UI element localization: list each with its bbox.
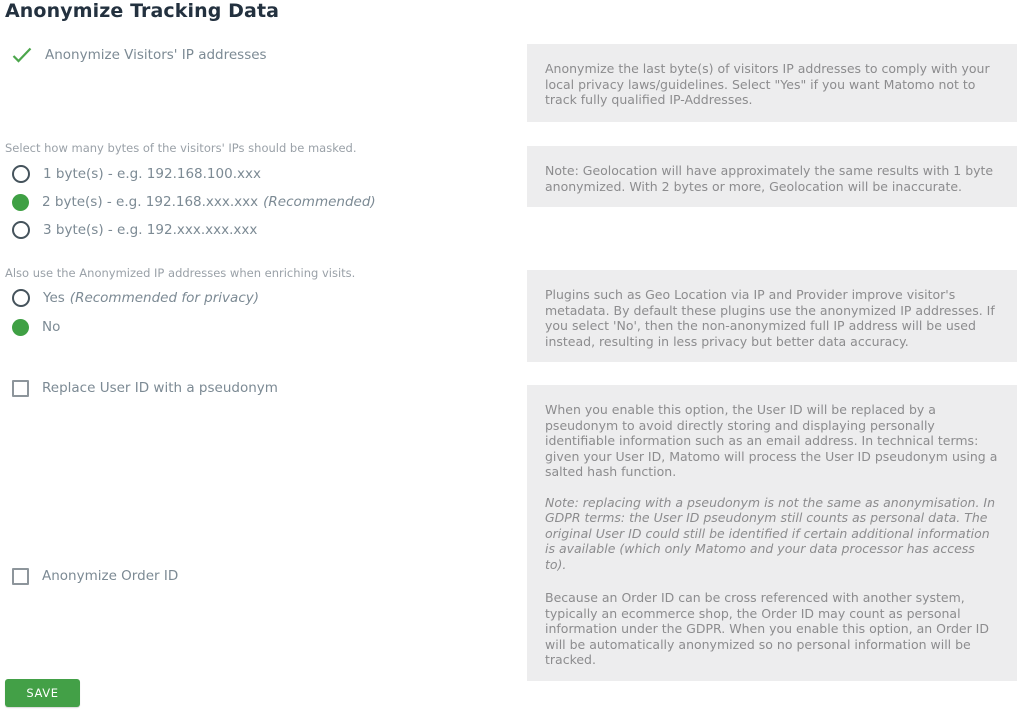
radio-row-2-bytes[interactable] (12, 193, 376, 211)
radio-selected-icon[interactable] (12, 319, 29, 336)
help-text: Plugins such as Geo Location via IP and Provider improve visitor's metadata. By default these plugins use the anonymized IP addresses. If you select 'No', then the non-anonymized full IP address will be used instead, resulting in less privacy but better data accuracy. (545, 287, 995, 349)
radio-label: 2 byte(s) - e.g. 192.168.xxx.xxx (Recommended) (42, 194, 376, 210)
help-note-text: Note: replacing with a pseudonym is not the same as anonymisation. In GDPR terms: the User ID pseudonym still counts as personal data. The original User ID could still be identified if certain additional information is available (which only Matomo and your data processor has access to). (545, 494, 996, 572)
help-text: Because an Order ID can be cross referenced with another system, typically an ecommerce shop, the Order ID may count as personal information under the GDPR. When you enable this option, an Order ID will be automatically anonymized so no personal information will be tracked. (545, 590, 989, 667)
help-box-mask-bytes (527, 146, 1017, 207)
help-box-anonymize-ip (527, 44, 1017, 122)
group-label-mask-bytes: Select how many bytes of the visitors' IPs should be masked. (5, 141, 357, 155)
radio-label: 3 byte(s) - e.g. 192.xxx.xxx.xxx (43, 222, 258, 238)
checkmark-icon (12, 47, 32, 63)
radio-selected-icon[interactable] (12, 194, 29, 211)
checkbox-row-pseudonym[interactable] (12, 379, 278, 397)
group-label-use-anonymized: Also use the Anonymized IP addresses when enriching visits. (5, 266, 356, 280)
save-button[interactable]: SAVE (5, 679, 80, 707)
radio-row-yes[interactable] (12, 289, 259, 307)
radio-note: (Recommended for privacy) (69, 290, 259, 306)
radio-label: Yes (Recommended for privacy) (43, 290, 259, 306)
help-box-pseudonym (527, 385, 1017, 585)
help-box-order-id (527, 573, 1017, 681)
radio-row-1-byte[interactable] (12, 165, 261, 183)
radio-unselected-icon[interactable] (12, 165, 30, 183)
radio-unselected-icon[interactable] (12, 289, 30, 307)
radio-label: No (42, 319, 61, 335)
checkbox-row-anonymize-ip[interactable] (12, 46, 267, 64)
radio-unselected-icon[interactable] (12, 221, 30, 239)
page-title: Anonymize Tracking Data (5, 0, 280, 22)
help-text: When you enable this option, the User ID will be replaced by a pseudonym to avoid directly storing and displaying personally identifiable information such as an email address. In technical terms: given your User ID, Matomo will process the User ID pseudonym using a salted hash function. (545, 402, 998, 479)
help-box-use-anonymized (527, 270, 1017, 362)
checkbox-unchecked-icon[interactable] (12, 380, 29, 397)
radio-row-no[interactable] (12, 318, 60, 336)
checkbox-unchecked-icon[interactable] (12, 568, 29, 585)
checkbox-row-order-id[interactable] (12, 567, 178, 585)
radio-row-3-bytes[interactable] (12, 221, 257, 239)
help-text: Note: Geolocation will have approximately the same results with 1 byte anonymized. With 2 bytes or more, Geolocation will be inaccurate. (545, 163, 994, 194)
radio-label: 1 byte(s) - e.g. 192.168.100.xxx (43, 166, 261, 182)
checkbox-label: Anonymize Order ID (42, 568, 179, 584)
radio-note: (Recommended) (263, 194, 376, 210)
help-text: Anonymize the last byte(s) of visitors IP addresses to comply with your local privacy laws/guidelines. Select "Yes" if you want Matomo not to track fully qualified IP-Addresses. (545, 61, 990, 107)
checkbox-label: Replace User ID with a pseudonym (42, 380, 278, 396)
checkbox-label: Anonymize Visitors' IP addresses (45, 47, 267, 63)
